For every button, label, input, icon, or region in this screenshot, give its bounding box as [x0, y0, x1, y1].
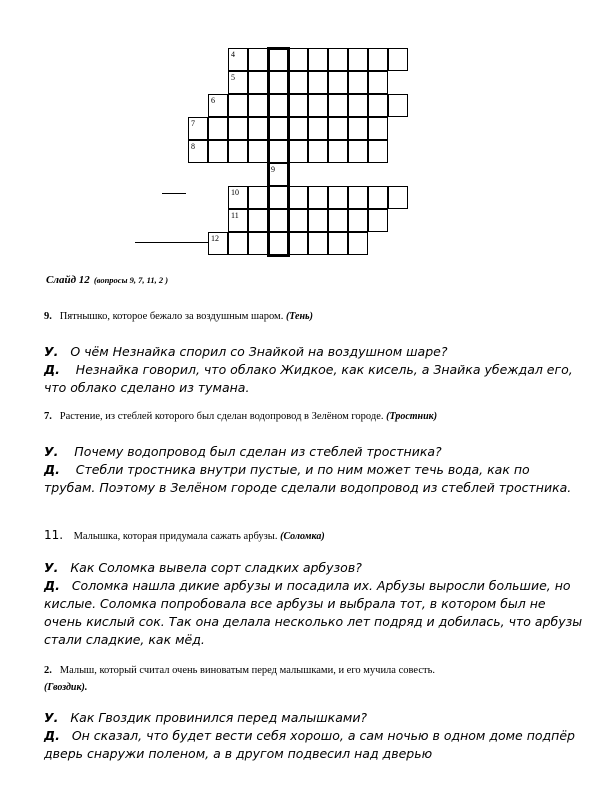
crossword-cell: [348, 71, 368, 94]
crossword-cell: [308, 117, 328, 140]
crossword-cell: [228, 186, 248, 209]
clue-number: 6: [211, 96, 215, 105]
child-answer: Он сказал, что будет вести себя хорошо, а сам ночью в одном доме подпёр дверь снаружи поленом, а в другом подвесил над дверью: [44, 728, 575, 761]
crossword-cell: [328, 48, 348, 71]
crossword-cell: [328, 232, 348, 255]
crossword-cell: [288, 232, 308, 255]
crossword-cell: [208, 117, 228, 140]
crossword-cell: [348, 117, 368, 140]
crossword-cell: [248, 140, 268, 163]
crossword-cell: [388, 48, 408, 71]
teacher-question: Почему водопровод был сделан из стеблей тростника?: [74, 444, 442, 459]
child-answer: Незнайка говорил, что облако Жидкое, как кисель, а Знайка убеждал его, что облако сделано из тумана.: [44, 362, 573, 395]
question-11: [44, 528, 584, 542]
dialog-2: [44, 709, 584, 763]
crossword-cell: [308, 48, 328, 71]
crossword-cell: [328, 186, 348, 209]
question-answer: (Тень): [285, 311, 313, 322]
crossword-cell: [248, 209, 268, 232]
crossword-cell: [208, 232, 228, 255]
clue-number: 8: [191, 142, 195, 151]
question-text: Пятнышко, которое бежало за воздушным шаром.: [59, 311, 284, 322]
caption-title: Слайд 12: [46, 274, 90, 286]
clue-number: 11: [231, 211, 239, 220]
crossword-cell: [288, 48, 308, 71]
grid-line: [162, 193, 186, 194]
teacher-label: У.: [44, 344, 59, 359]
crossword-cell: [288, 71, 308, 94]
clue-number: 5: [231, 73, 235, 82]
crossword-cell: [348, 209, 368, 232]
question-text: Малыш, который считал очень виноватым перед малышками, и его мучила совесть.: [59, 665, 435, 676]
dialog-9: [44, 343, 584, 397]
teacher-label: У.: [44, 710, 59, 725]
crossword-cell: [328, 94, 348, 117]
question-answer: (Соломка): [280, 531, 325, 542]
crossword-cell: [248, 48, 268, 71]
teacher-label: У.: [44, 560, 59, 575]
question-answer: (Гвоздик).: [44, 682, 88, 693]
crossword-cell: [228, 71, 248, 94]
crossword-cell: [228, 94, 248, 117]
crossword-cell: [248, 71, 268, 94]
teacher-question: Как Соломка вывела сорт сладких арбузов?: [70, 560, 362, 575]
crossword-cell: [248, 94, 268, 117]
crossword-cell: [348, 48, 368, 71]
teacher-question: О чём Незнайка спорил со Знайкой на воздушном шаре?: [70, 344, 448, 359]
dialog-7: [44, 443, 584, 497]
question-text: Растение, из стеблей которого был сделан водопровод в Зелёном городе.: [59, 411, 384, 422]
crossword-grid: [0, 0, 612, 275]
crossword-cell: [368, 71, 388, 94]
child-answer: Стебли тростника внутри пустые, и по ним может течь вода, как по трубам. Поэтому в Зелёном городе сделали водопровод из стеблей тростника.: [44, 462, 572, 495]
crossword-cell: [328, 140, 348, 163]
question-number: 2.: [44, 665, 52, 676]
crossword-cell: [228, 209, 248, 232]
crossword-cell: [228, 48, 248, 71]
teacher-label: У.: [44, 444, 59, 459]
crossword-cell: [308, 140, 328, 163]
question-answer: (Тростник): [386, 411, 438, 422]
crossword-cell: [348, 140, 368, 163]
crossword-cell: [388, 186, 408, 209]
crossword-cell: [348, 94, 368, 117]
crossword-cell: [248, 117, 268, 140]
question-2: [44, 662, 584, 696]
crossword-cell: [228, 140, 248, 163]
crossword-cell: [348, 232, 368, 255]
crossword-cell: [288, 186, 308, 209]
crossword-cell: [368, 48, 388, 71]
crossword-cell: [288, 117, 308, 140]
clue-number: 9: [271, 165, 275, 174]
question-number: 9.: [44, 311, 52, 322]
crossword-cell: [388, 94, 408, 117]
question-number: 7.: [44, 411, 52, 422]
dialog-11: [44, 559, 584, 649]
question-number: 11.: [44, 528, 64, 542]
crossword-cell: [208, 140, 228, 163]
question-text: Малышка, которая придумала сажать арбузы.: [73, 531, 278, 542]
child-label: Д.: [44, 362, 60, 377]
crossword-cell: [308, 209, 328, 232]
slide-caption: [46, 274, 168, 286]
clue-number: 4: [231, 50, 235, 59]
crossword-cell: [308, 186, 328, 209]
crossword-cell: [228, 117, 248, 140]
crossword-cell: [368, 94, 388, 117]
crossword-cell: [248, 186, 268, 209]
crossword-cell: [248, 232, 268, 255]
child-label: Д.: [44, 728, 60, 743]
crossword-cell: [308, 71, 328, 94]
child-answer: Соломка нашла дикие арбузы и посадила их. Арбузы выросли большие, но кислые. Соломка попробовала все арбузы и выбрала тот, в котором был не очень кислый сок. Так она делала несколько лет подряд и добилась, что арбузы стали сладкие, как мёд.: [44, 578, 583, 647]
crossword-cell: [288, 94, 308, 117]
teacher-question: Как Гвоздик провинился перед малышками?: [70, 710, 368, 725]
question-7: [44, 411, 584, 422]
child-label: Д.: [44, 462, 60, 477]
answer-column: [267, 47, 290, 257]
crossword-cell: [328, 209, 348, 232]
crossword-cell: [328, 117, 348, 140]
crossword-cell: [368, 140, 388, 163]
crossword-cell: [188, 140, 208, 163]
caption-subtitle: (вопросы 9, 7, 11, 2 ): [93, 275, 169, 285]
crossword-cell: [368, 186, 388, 209]
crossword-cell: [368, 209, 388, 232]
crossword-cell: [308, 232, 328, 255]
crossword-cell: [348, 186, 368, 209]
question-9: [44, 311, 584, 322]
crossword-cell: [208, 94, 228, 117]
child-label: Д.: [44, 578, 60, 593]
clue-number: 12: [211, 234, 219, 243]
grid-line: [135, 242, 208, 243]
crossword-cell: [288, 209, 308, 232]
crossword-cell: [308, 94, 328, 117]
crossword-cell: [228, 232, 248, 255]
crossword-cell: [288, 140, 308, 163]
clue-number: 7: [191, 119, 195, 128]
crossword-cell: [188, 117, 208, 140]
crossword-cell: [368, 117, 388, 140]
crossword-cell: [328, 71, 348, 94]
clue-number: 10: [231, 188, 239, 197]
